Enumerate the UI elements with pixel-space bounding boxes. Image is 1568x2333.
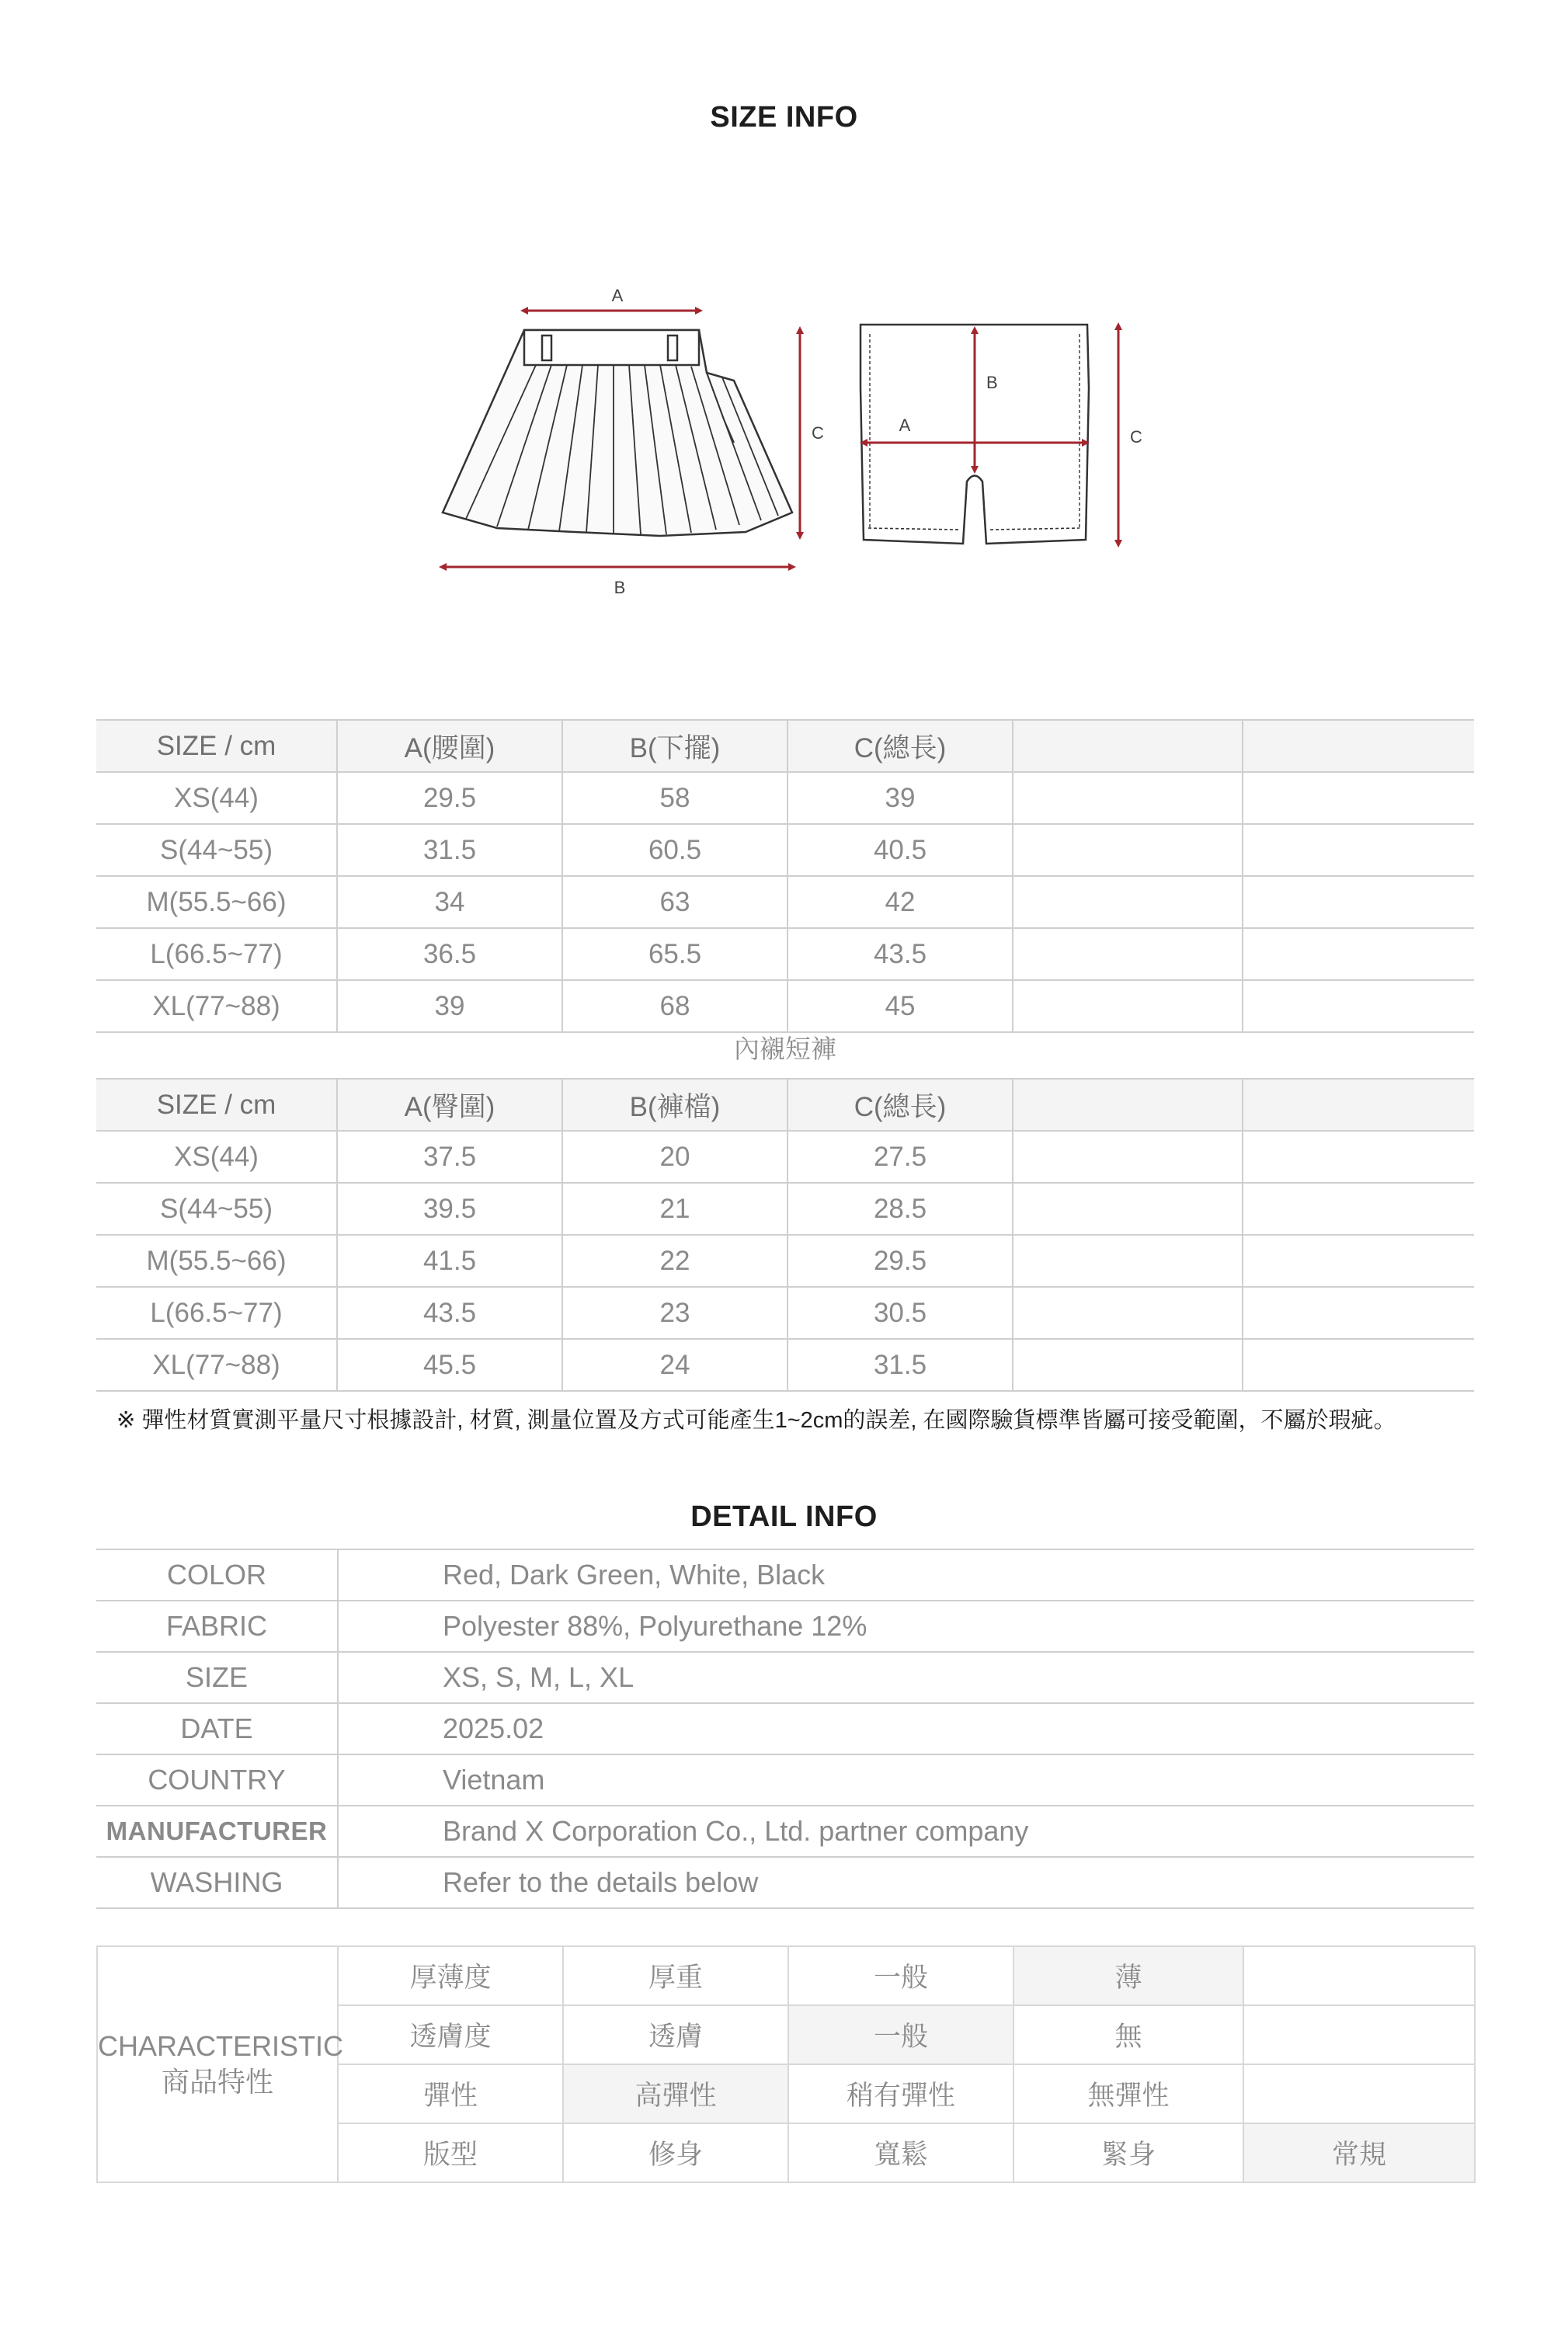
header-cell: C(總長) (787, 720, 1013, 772)
detail-info-title: DETAIL INFO (690, 1500, 878, 1533)
table-cell: 22 (562, 1235, 787, 1287)
table-cell: 20 (562, 1131, 787, 1183)
table-cell: M(55.5~66) (96, 1235, 337, 1287)
detail-value: XS, S, M, L, XL (338, 1652, 1474, 1703)
table-cell: 60.5 (562, 824, 787, 876)
characteristic-option: 寬鬆 (788, 2123, 1013, 2182)
header-cell: A(臀圍) (337, 1079, 562, 1131)
detail-value: Polyester 88%, Polyurethane 12% (338, 1601, 1474, 1652)
characteristic-name: 彈性 (338, 2064, 563, 2123)
characteristic-option: 薄 (1013, 1946, 1243, 2005)
skirt-drawing (443, 330, 792, 536)
detail-label: WASHING (96, 1857, 338, 1908)
characteristic-option (1243, 2064, 1475, 2123)
header-cell (1243, 1079, 1474, 1131)
characteristic-option (1243, 1946, 1475, 2005)
table-cell: S(44~55) (96, 824, 337, 876)
characteristic-option: 稍有彈性 (788, 2064, 1013, 2123)
table-cell: 28.5 (787, 1183, 1013, 1235)
table-cell (1243, 1131, 1474, 1183)
characteristic-name: 版型 (338, 2123, 563, 2182)
table-cell (1013, 1287, 1243, 1339)
table-row (96, 824, 1474, 876)
table-cell: M(55.5~66) (96, 876, 337, 928)
characteristic-option: 厚重 (563, 1946, 788, 2005)
shorts-label-a: A (899, 415, 911, 435)
characteristic-option: 緊身 (1013, 2123, 1243, 2182)
detail-row (96, 1806, 1474, 1857)
table-row (96, 1131, 1474, 1183)
header-cell: B(下擺) (562, 720, 787, 772)
characteristic-label-en: CHARACTERISTIC (98, 2030, 344, 2062)
table-cell (1243, 1339, 1474, 1391)
table-cell: 58 (562, 772, 787, 824)
table-cell: 45 (787, 980, 1013, 1032)
characteristic-option: 無彈性 (1013, 2064, 1243, 2123)
table-row (96, 1183, 1474, 1235)
table-cell: XL(77~88) (96, 980, 337, 1032)
table-cell: XS(44) (96, 1131, 337, 1183)
skirt-label-a: A (611, 286, 624, 305)
table-cell (1013, 876, 1243, 928)
table-cell (1243, 1183, 1474, 1235)
table-row (96, 1235, 1474, 1287)
characteristic-table (96, 1945, 1476, 2183)
table-cell: 34 (337, 876, 562, 928)
detail-value: Refer to the details below (338, 1857, 1474, 1908)
table-row (96, 980, 1474, 1032)
shorts-label-c: C (1130, 427, 1142, 447)
characteristic-option: 高彈性 (563, 2064, 788, 2123)
detail-value: 2025.02 (338, 1703, 1474, 1754)
table-cell: 39 (787, 772, 1013, 824)
table-cell: L(66.5~77) (96, 1287, 337, 1339)
header-cell: B(褲檔) (562, 1079, 787, 1131)
table-cell: 21 (562, 1183, 787, 1235)
characteristic-name: 厚薄度 (338, 1946, 563, 2005)
table-cell: 68 (562, 980, 787, 1032)
characteristic-option: 修身 (563, 2123, 788, 2182)
detail-row (96, 1703, 1474, 1754)
table-cell: 29.5 (337, 772, 562, 824)
characteristic-option (1243, 2005, 1475, 2064)
table-cell: 37.5 (337, 1131, 562, 1183)
header-cell: SIZE / cm (96, 720, 337, 772)
table-cell (1243, 772, 1474, 824)
table-cell (1243, 876, 1474, 928)
detail-value: Vietnam (338, 1754, 1474, 1806)
shorts-label-b: B (986, 373, 998, 392)
table-cell: 45.5 (337, 1339, 562, 1391)
table-cell: 42 (787, 876, 1013, 928)
table-row (96, 772, 1474, 824)
table-row (96, 1339, 1474, 1391)
table-cell (1013, 1339, 1243, 1391)
characteristic-option: 無 (1013, 2005, 1243, 2064)
skirt-label-c: C (812, 423, 824, 443)
table-cell: 24 (562, 1339, 787, 1391)
measurement-note: ※ 彈性材質實測平量尺寸根據設計, 材質, 測量位置及方式可能產生1~2cm的誤差, 在國際驗貨標準皆屬可接受範圍，不屬於瑕疵。 (116, 1408, 1396, 1433)
detail-row (96, 1549, 1474, 1601)
table-cell (1013, 1183, 1243, 1235)
characteristic-option: 常規 (1243, 2123, 1475, 2182)
characteristic-row (97, 1946, 1475, 2005)
header-cell: SIZE / cm (96, 1079, 337, 1131)
detail-row (96, 1601, 1474, 1652)
shorts-size-table (96, 1078, 1474, 1392)
table-cell: XS(44) (96, 772, 337, 824)
table-cell (1013, 1235, 1243, 1287)
table-cell (1243, 824, 1474, 876)
detail-info-table (96, 1549, 1474, 1909)
table-row (96, 928, 1474, 980)
skirt-label-b: B (614, 578, 626, 597)
table-cell: 63 (562, 876, 787, 928)
skirt-size-table (96, 719, 1474, 1033)
table-cell (1243, 1287, 1474, 1339)
table-cell: 27.5 (787, 1131, 1013, 1183)
table-header-row (96, 720, 1474, 772)
detail-label: MANUFACTURER (96, 1806, 338, 1857)
table-cell: 29.5 (787, 1235, 1013, 1287)
table-cell (1013, 928, 1243, 980)
detail-label: SIZE (96, 1652, 338, 1703)
detail-label: COUNTRY (96, 1754, 338, 1806)
table-cell (1013, 1131, 1243, 1183)
table-row (96, 876, 1474, 928)
table-cell: 23 (562, 1287, 787, 1339)
detail-row (96, 1652, 1474, 1703)
table-row (96, 1287, 1474, 1339)
characteristic-label-zh: 商品特性 (161, 2066, 273, 2098)
inner-shorts-caption: 內襯短褲 (734, 1034, 836, 1063)
header-cell (1243, 720, 1474, 772)
table-cell (1243, 1235, 1474, 1287)
table-cell: 39.5 (337, 1183, 562, 1235)
table-cell: L(66.5~77) (96, 928, 337, 980)
table-cell (1013, 772, 1243, 824)
table-header-row (96, 1079, 1474, 1131)
characteristic-label (97, 1946, 344, 2182)
table-cell: 30.5 (787, 1287, 1013, 1339)
table-cell: 41.5 (337, 1235, 562, 1287)
table-cell: 40.5 (787, 824, 1013, 876)
table-cell: 39 (337, 980, 562, 1032)
detail-row (96, 1754, 1474, 1806)
table-cell (1243, 980, 1474, 1032)
table-cell: XL(77~88) (96, 1339, 337, 1391)
detail-label: FABRIC (96, 1601, 338, 1652)
header-cell (1013, 1079, 1243, 1131)
characteristic-name: 透膚度 (338, 2005, 563, 2064)
detail-label: DATE (96, 1703, 338, 1754)
table-cell: 43.5 (337, 1287, 562, 1339)
characteristic-option: 透膚 (563, 2005, 788, 2064)
characteristic-option: 一般 (788, 2005, 1013, 2064)
characteristic-option: 一般 (788, 1946, 1013, 2005)
header-cell (1013, 720, 1243, 772)
detail-value: Red, Dark Green, White, Black (338, 1549, 1474, 1601)
detail-value: Brand X Corporation Co., Ltd. partner company (338, 1806, 1474, 1857)
table-cell: 65.5 (562, 928, 787, 980)
table-cell (1013, 980, 1243, 1032)
table-cell: S(44~55) (96, 1183, 337, 1235)
table-cell: 31.5 (337, 824, 562, 876)
header-cell: C(總長) (787, 1079, 1013, 1131)
header-cell: A(腰圍) (337, 720, 562, 772)
garment-diagram (419, 264, 1165, 606)
table-cell (1243, 928, 1474, 980)
detail-label: COLOR (96, 1549, 338, 1601)
table-cell (1013, 824, 1243, 876)
detail-row (96, 1857, 1474, 1908)
table-cell: 43.5 (787, 928, 1013, 980)
table-cell: 31.5 (787, 1339, 1013, 1391)
table-cell: 36.5 (337, 928, 562, 980)
size-info-title: SIZE INFO (710, 101, 858, 134)
